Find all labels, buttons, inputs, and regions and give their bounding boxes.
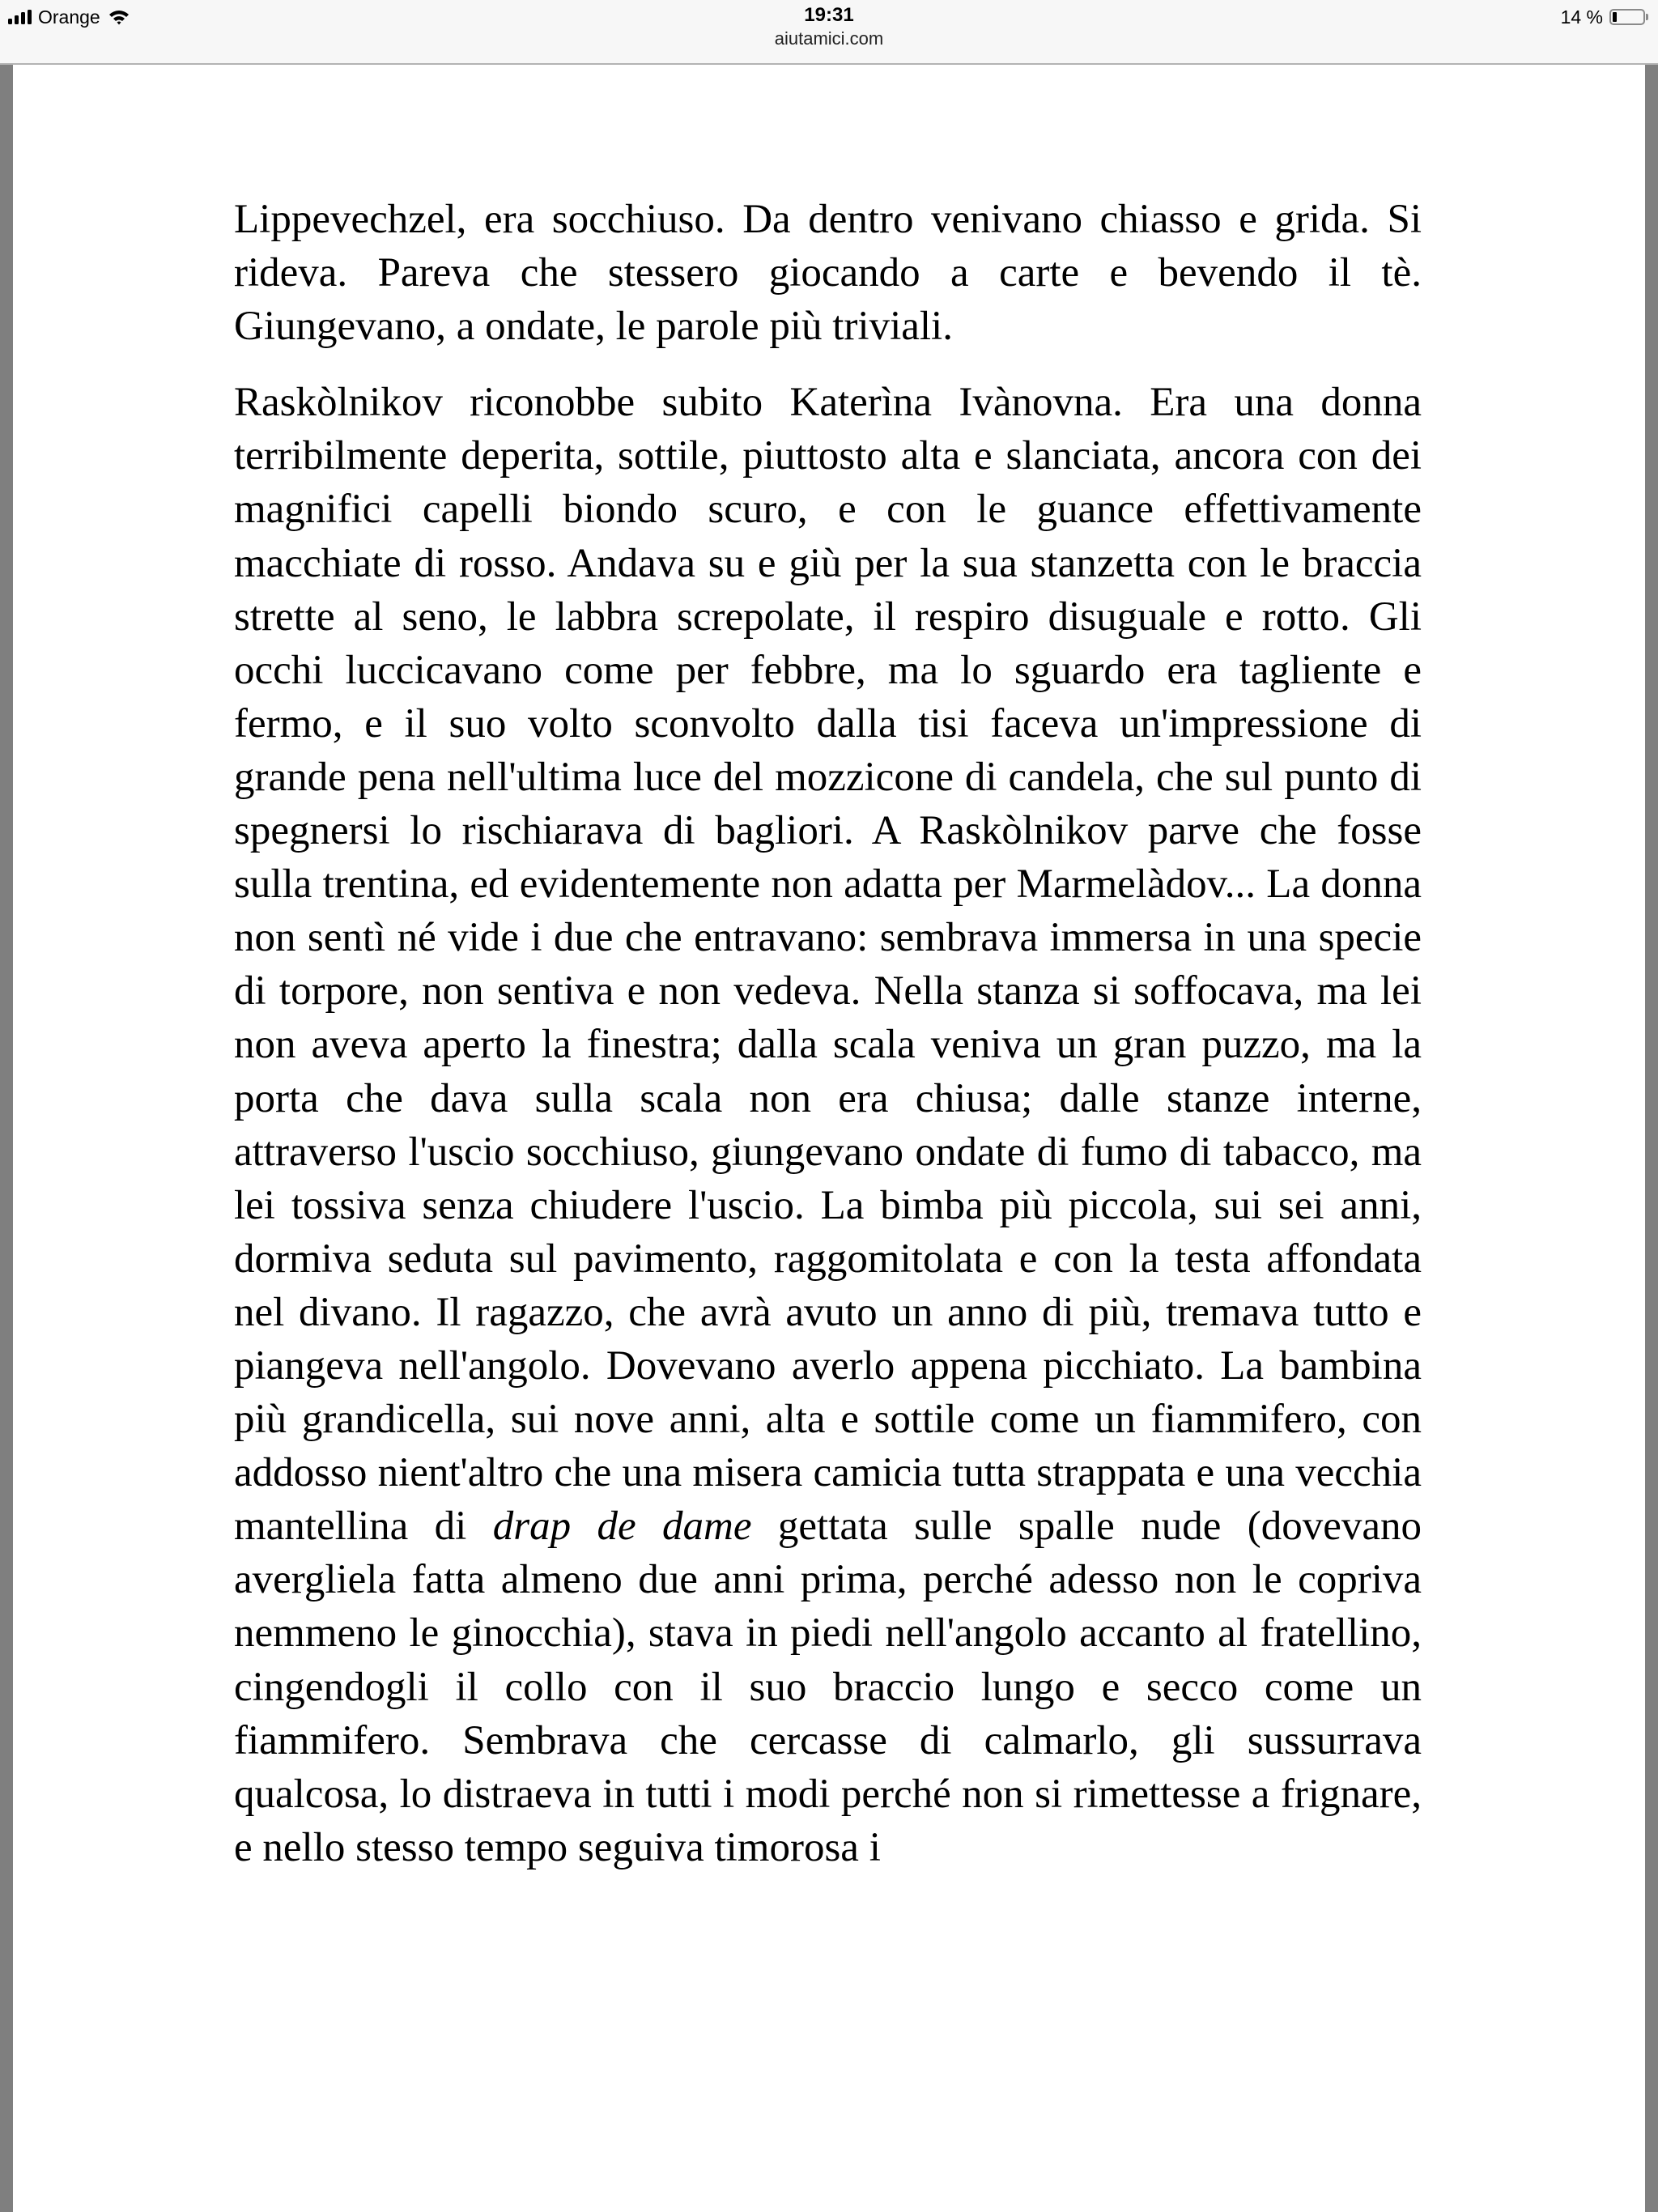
- carrier-name: Orange: [38, 6, 100, 28]
- battery-percentage: 14 %: [1560, 6, 1603, 28]
- paragraph: [234, 376, 1422, 1874]
- page-content[interactable]: [13, 65, 1645, 2212]
- paragraph-text: gettata sulle spalle nude (dovevano avergliela fatta almeno due anni prima, perché adesso non le copriva nemmeno le ginocchia), stava in piedi nell'angolo accanto al fratellino, cingendogli il collo con il suo braccio lungo e secco come un fiammifero. Sembrava che cercasse di calmarlo, gli sussurrava qualcosa, lo distraeva in tutti i modi perché non si rimettesse a frignare, e nello stesso tempo seguiva timorosa i: [234, 1504, 1422, 1870]
- status-center: [0, 3, 1658, 50]
- article-text: [234, 193, 1422, 1897]
- status-right: [1561, 5, 1648, 29]
- battery-fill: [1613, 12, 1617, 22]
- paragraph-text: Raskòlnikov riconobbe subito Katerìna Ivànovna. Era una donna terribilmente deperita, sottile, piuttosto alta e slanciata, ancora con dei magnifici capelli biondo scuro, e con le guance effettivamente macchiate di rosso. Andava su e giù per la sua stanzetta con le braccia strette al seno, le labbra screpolate, il respiro disuguale e rotto. Gli occhi luccicavano come per febbre, ma lo sguardo era tagliente e fermo, e il suo volto sconvolto dalla tisi faceva un'impressione di grande pena nell'ultima luce del mozzicone di candela, che sul punto di spegnersi lo rischiarava di bagliori. A Raskòlnikov parve che fosse sulla trentina, ed evidentemente non adatta per Marmelàdov... La donna non sentì né vide i due che entravano: sembrava immersa in una specie di torpore, non sentiva e non vedeva. Nella stanza si soffocava, ma lei non aveva aperto la finestra; dalla scala veniva un gran puzzo, ma la porta che dava sulla scala non era chiusa; dalle stanze interne, attraverso l'uscio socchiuso, giungevano ondate di fumo di tabacco, ma lei tossiva senza chiudere l'uscio. La bimba più piccola, sui sei anni, dormiva seduta sul pavimento, raggomitolata e con la testa affondata nel divano. Il ragazzo, che avrà avuto un anno di più, tremava tutto e piangeva nell'angolo. Dovevano averlo appena picchiato. La bambina più grandicella, sui nove anni, alta e sottile come un fiammifero, con addosso nient'altro che una misera camicia tutta strappata e una vecchia mantellina di: [234, 380, 1422, 1550]
- italic-phrase: drap de dame: [492, 1504, 752, 1550]
- status-bar: [0, 0, 1658, 65]
- paragraph: Lippevechzel, era socchiuso. Da dentro venivano chiasso e grida. Si rideva. Pareva che stessero giocando a carte e bevendo il tè. Giungevano, a ondate, le parole più triviali.: [234, 197, 1422, 350]
- battery-tip: [1646, 14, 1648, 20]
- battery-icon: [1609, 9, 1645, 25]
- address-url[interactable]: aiutamici.com: [774, 28, 884, 49]
- clock: 19:31: [804, 4, 854, 26]
